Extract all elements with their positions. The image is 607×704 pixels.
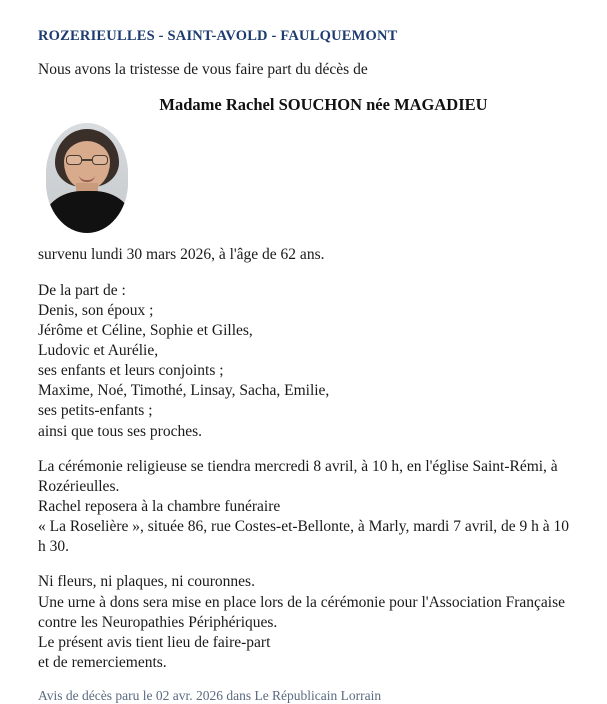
family-line-1: Denis, son époux ; xyxy=(38,301,154,319)
publication-source: Avis de décès paru le 02 avr. 2026 dans Le Républicain Lorrain xyxy=(38,688,382,704)
portrait-container xyxy=(38,125,569,237)
ceremony-block xyxy=(38,457,569,558)
family-line-5: Maxime, Noé, Timothé, Linsay, Sacha, Emilie, xyxy=(38,382,330,400)
wishes-line-2: Une urne à dons sera mise en place lors de la cérémonie pour l'Association Française contre les Neuropathies Périphériques. xyxy=(38,593,566,631)
wishes-line-3: Le présent avis tient lieu de faire-part xyxy=(38,633,271,651)
ceremony-line-2: Rachel reposera à la chambre funéraire xyxy=(38,498,281,516)
lead-text: Nous avons la tristesse de vous faire part du décès de xyxy=(38,61,368,78)
ceremony-line-1: La cérémonie religieuse se tiendra mercredi 8 avril, à 10 h, en l'église Saint-Rémi, à Rozérieulles. xyxy=(38,457,558,495)
portrait-photo xyxy=(46,123,128,233)
family-block xyxy=(38,281,569,442)
wishes-block xyxy=(38,572,569,673)
family-line-7: ainsi que tous ses proches. xyxy=(38,422,203,440)
locations-headline: ROZERIEULLES - SAINT-AVOLD - FAULQUEMONT xyxy=(38,28,398,44)
ceremony-line-3: « La Roselière », située 86, rue Costes-et-Bellonte, à Marly, mardi 7 avril, de 9 h à 10 h 30. xyxy=(38,518,570,556)
family-line-4: ses enfants et leurs conjoints ; xyxy=(38,362,224,380)
family-line-6: ses petits-enfants ; xyxy=(38,402,153,420)
portrait-clothing xyxy=(46,191,128,233)
deceased-name: Madame Rachel SOUCHON née MAGADIEU xyxy=(159,95,488,114)
family-intro: De la part de : xyxy=(38,281,126,299)
death-line: survenu lundi 30 mars 2026, à l'âge de 62 ans. xyxy=(38,246,325,263)
wishes-line-1: Ni fleurs, ni plaques, ni couronnes. xyxy=(38,573,255,591)
glasses-icon xyxy=(66,155,108,165)
family-line-2: Jérôme et Céline, Sophie et Gilles, xyxy=(38,321,253,339)
wishes-line-4: et de remerciements. xyxy=(38,654,167,671)
family-line-3: Ludovic et Aurélie, xyxy=(38,342,159,360)
